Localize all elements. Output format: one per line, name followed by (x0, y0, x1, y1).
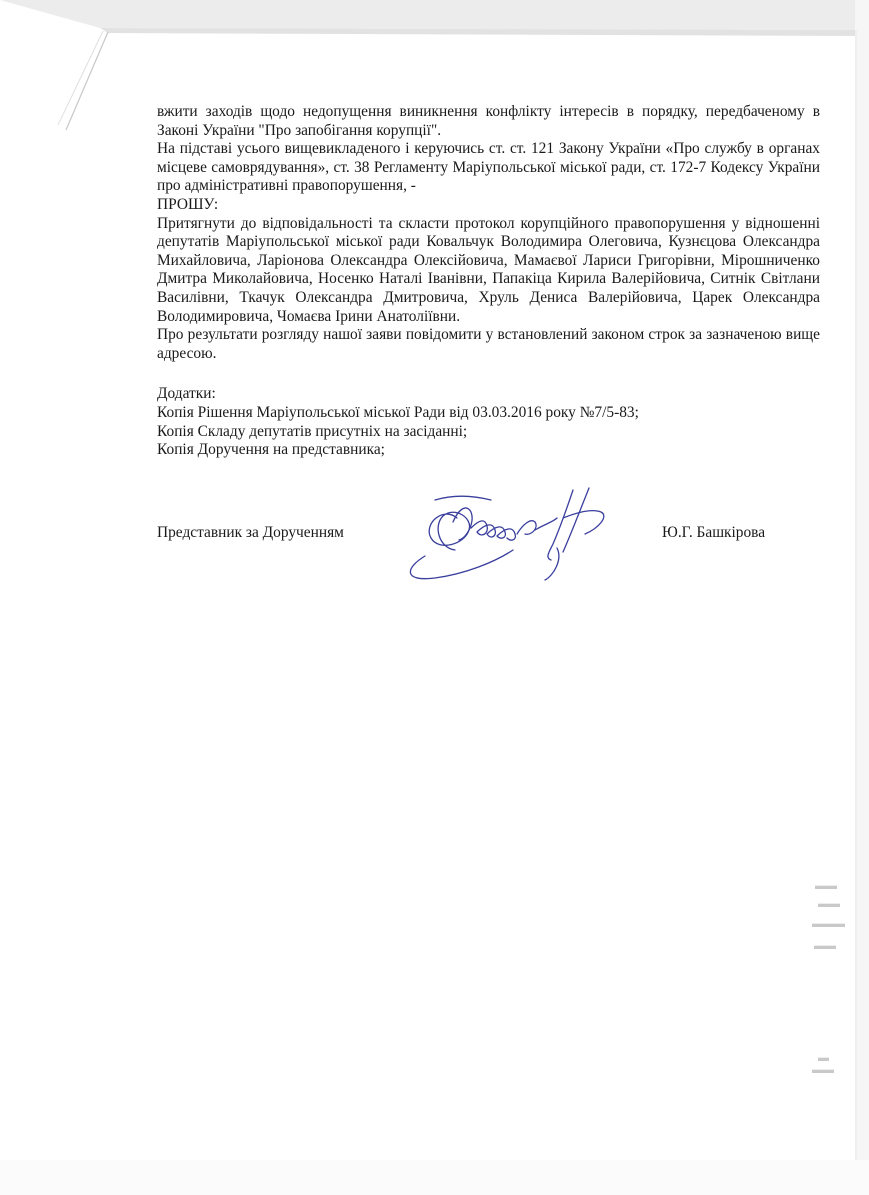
attachment-item: Копія Доручення на представника; (157, 441, 385, 459)
paragraph-request: Притягнути до відповідальності та скласти протокол корупційного правопорушення у відношенні депутатів Маріупольської міської ради Ковальчук Володимира Олеговича, Кузнєцова Олександра Михайловича, Ларіонова Олександра Олексійовича, Мамаєвої Лариси Григорівни, Мірошниченко Дмитра Миколайовича, Носенко Наталі Іванівни, Папакіца Кирила Валерійовича, Ситнік Світлани Василівни, Ткачук Олександра Дмитровича, Хруль Дениса Валерійовича, Царек Олександра Володимировича, Чомаєва Ірини Анатоліївни. (157, 214, 820, 325)
bleed-through-text: ▬ (818, 1052, 829, 1064)
document-body (157, 103, 820, 460)
signature-label: Представник за Дорученням (157, 524, 344, 541)
paragraph-results: Про результати розгляду нашої заяви повідомити у встановлений законом строк за зазначеною вище адресою. (157, 326, 820, 362)
attachments-heading: Додатки: (157, 385, 216, 403)
paragraph-legal-basis: На підставі усього вищевикладеного і керуючись ст. ст. 121 Закону України «Про службу в органах місцеве самоврядування», ст. 38 Регламенту Маріупольської міської ради, ст. 172-7 Кодексу України про адміністративні правопорушення, - (157, 140, 820, 195)
attachment-item: Копія Рішення Маріупольської міської Ради від 03.03.2016 року №7/5-83; (157, 403, 639, 421)
attachment-item: Копія Складу депутатів присутніх на засіданні; (157, 422, 468, 440)
bleed-through-text: ▬▬ (818, 898, 840, 910)
signatory-name: Ю.Г. Башкірова (662, 524, 766, 541)
handwritten-signature (395, 478, 625, 588)
bleed-through-text: ▬▬ (815, 880, 837, 892)
bleed-through-text: ▬▬▬ (812, 918, 845, 930)
paragraph-conflict-of-interest: вжити заходів щодо недопущення виникнення конфлікту інтересів в порядку, передбаченому в Законі України "Про запобігання корупції". (157, 103, 820, 139)
bleed-through-text: ▬▬ (812, 1064, 834, 1076)
request-heading: ПРОШУ: (157, 195, 219, 213)
bleed-through-text: ▬▬ (814, 940, 836, 952)
